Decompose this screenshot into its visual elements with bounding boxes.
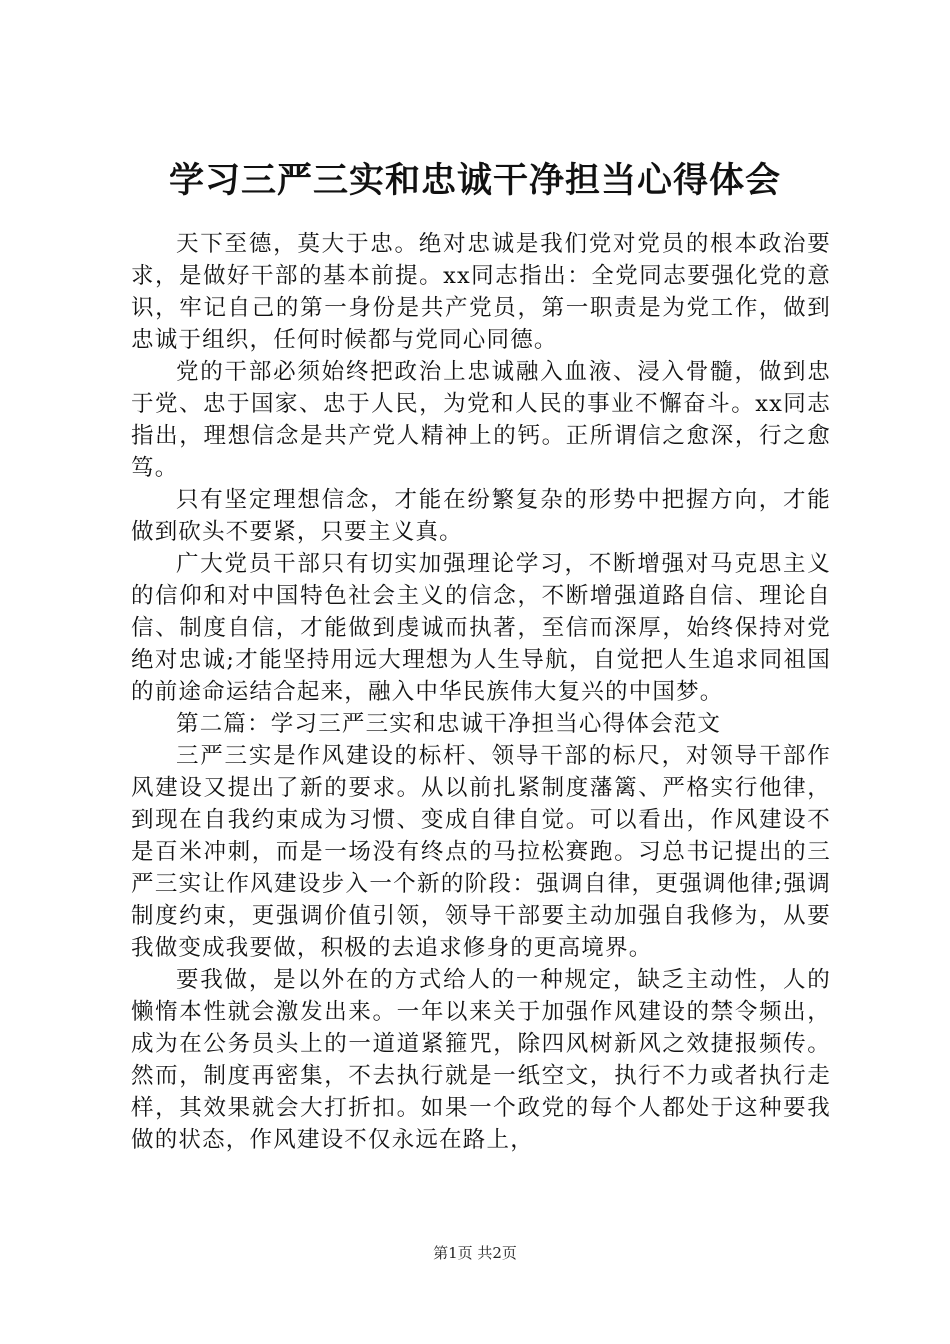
section-heading: 第二篇：学习三严三实和忠诚干净担当心得体会范文 [176,711,722,737]
document-body [131,228,831,1156]
paragraph-6: 要我做，是以外在的方式给人的一种规定，缺乏主动性，人的懒惰本性就会激发出来。一年以来关于加强作风建设的禁令频出，成为在公务员头上的一道道紧箍咒，除四风树新风之效捷报频传。然而，制度再密集，不去执行就是一纸空文，执行不力或者执行走样，其效果就会大打折扣。如果一个政党的每个人都处于这种要我做的状态，作风建设不仅永远在路上， [131,967,831,1153]
paragraph-3: 只有坚定理想信念，才能在纷繁复杂的形势中把握方向，才能做到砍头不要紧，只要主义真。 [131,487,831,545]
paragraph-5: 三严三实是作风建设的标杆、领导干部的标尺，对领导干部作风建设又提出了新的要求。从以前扎紧制度藩篱、严格实行他律，到现在自我约束成为习惯、变成自律自觉。可以看出，作风建设不是百米冲刺，而是一场没有终点的马拉松赛跑。习总书记提出的三严三实让作风建设步入一个新的阶段：强调自律，更强调他律;强调制度约束，更强调价值引领，领导干部要主动加强自我修为，从要我做变成我要做，积极的去追求修身的更高境界。 [131,743,831,961]
paragraph-4: 广大党员干部只有切实加强理论学习，不断增强对马克思主义的信仰和对中国特色社会主义的信念，不断增强道路自信、理论自信、制度自信，才能做到虔诚而执著，至信而深厚，始终保持对党绝对忠诚;才能坚持用远大理想为人生导航，自觉把人生追求同祖国的前途命运结合起来，融入中华民族伟大复兴的中国梦。 [131,551,831,705]
page-title: 学习三严三实和忠诚干净担当心得体会 [168,160,781,201]
paragraph-2: 党的干部必须始终把政治上忠诚融入血液、浸入骨髓，做到忠于党、忠于国家、忠于人民，为党和人民的事业不懈奋斗。xx同志指出，理想信念是共产党人精神上的钙。正所谓信之愈深，行之愈笃。 [131,359,831,481]
paragraph-1: 天下至德，莫大于忠。绝对忠诚是我们党对党员的根本政治要求，是做好干部的基本前提。xx同志指出：全党同志要强化党的意识，牢记自己的第一身份是共产党员，第一职责是为党工作，做到忠诚于组织，任何时候都与党同心同德。 [131,231,831,353]
page-number-footer: 第1页 共2页 [433,1244,517,1262]
